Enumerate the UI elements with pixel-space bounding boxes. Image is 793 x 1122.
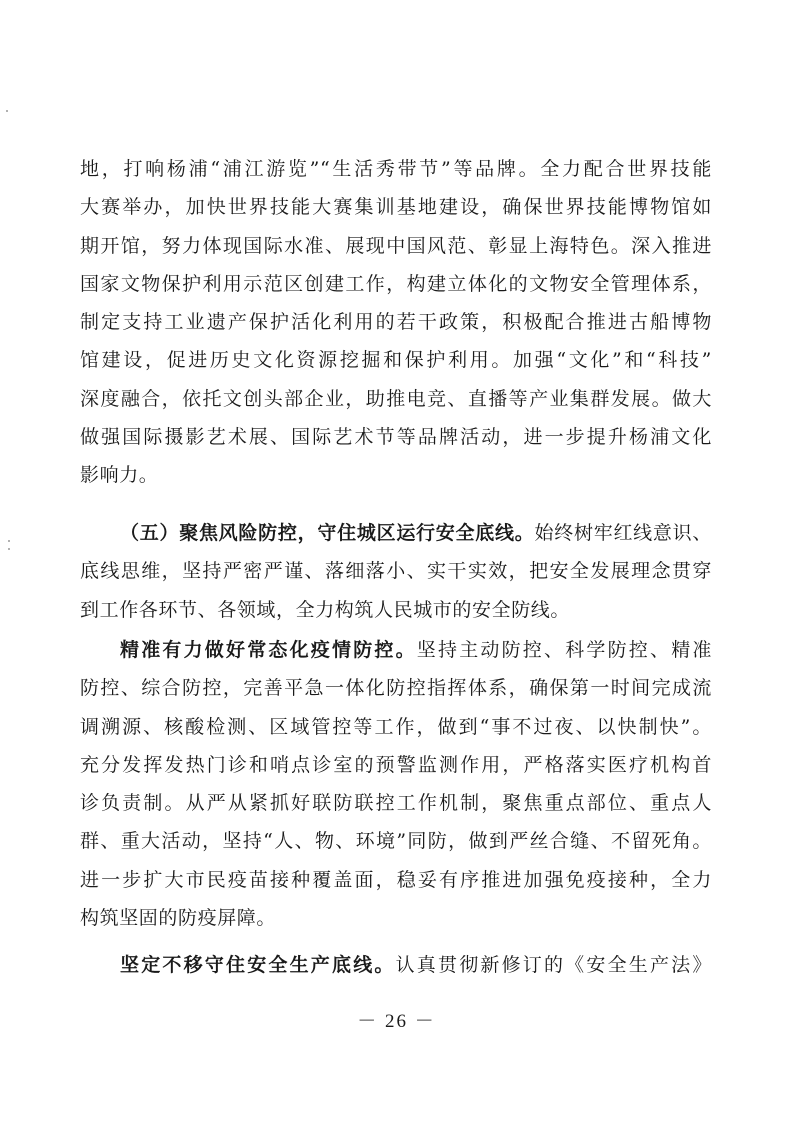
scan-mark-middle [8,540,10,542]
paragraph-line: 防控、综合防控，完善平急一体化防控指挥体系，确保第一时间完成流 [80,677,712,700]
paragraph-1 [80,150,712,495]
paragraph-line: 大赛举办，加快世界技能大赛集训基地建设，确保世界技能博物馆如 [80,196,712,219]
paragraph-line: 馆建设，促进历史文化资源挖掘和保护利用。加强“文化”和“科技” [80,349,712,372]
scan-mark-middle-2 [8,548,10,550]
paragraph-line: 到工作各环节、各领域，全力构筑人民城市的安全防线。 [80,598,571,621]
paragraph-line: 影响力。 [80,464,159,487]
paragraph-4 [80,946,712,984]
paragraph-line: 进一步扩大市民疫苗接种覆盖面，稳妥有序推进加强免疫接种，全力 [80,868,712,891]
paragraph-text: 认真贯彻新修订的《安全生产法》 [395,954,712,976]
paragraph-2 [80,514,712,629]
paragraph-first-line [80,946,712,984]
paragraph-line: 期开馆，努力体现国际水准、展现中国风范、彰显上海特色。深入推进 [80,234,712,257]
paragraph-first-line [80,514,712,552]
paragraph-line: 充分发挥发热门诊和哨点诊室的预警监测作用，严格落实医疗机构首 [80,753,712,776]
paragraph-line: 地，打响杨浦“浦江游览”“生活秀带节”等品牌。全力配合世界技能 [80,158,712,180]
subsection-heading: 精准有力做好常态化疫情防控。 [120,639,417,661]
paragraph-line: 国家文物保护利用示范区创建工作，构建立体化的文物安全管理体系， [80,272,712,295]
page-number: － 26 － [357,1011,436,1032]
paragraph-text: 坚持主动防控、科学防控、精准 [416,639,712,661]
paragraph-line: 底线思维，坚持严密严谨、落细落小、实干实效，把安全发展理念贯穿 [80,560,712,583]
paragraph-line: 制定支持工业遗产保护活化利用的若干政策，积极配合推进古船博物 [80,311,712,334]
paragraph-3 [80,631,712,937]
paragraph-line: 调溯源、核酸检测、区域管控等工作，做到“事不过夜、以快制快”。 [80,715,712,738]
paragraph-line: 做强国际摄影艺术展、国际艺术节等品牌活动，进一步提升杨浦文化 [80,426,712,449]
paragraph-line: 深度融合，依托文创头部企业，助推电竞、直播等产业集群发展。做大 [80,387,712,410]
subsection-heading: 坚定不移守住安全生产底线。 [120,954,396,976]
paragraph-text: 始终树牢红线意识、 [534,522,712,544]
scan-mark-top [6,110,8,112]
paragraph-line: 诊负责制。从严从紧抓好联防联控工作机制，聚焦重点部位、重点人 [80,792,712,815]
paragraph-line: 构筑坚固的防疫屏障。 [80,907,277,930]
paragraph-first-line [80,631,712,669]
section-heading: （五）聚焦风险防控，守住城区运行安全底线。 [120,522,535,544]
paragraph-line: 群、重大活动，坚持“人、物、环境”同防，做到严丝合缝、不留死角。 [80,830,712,853]
